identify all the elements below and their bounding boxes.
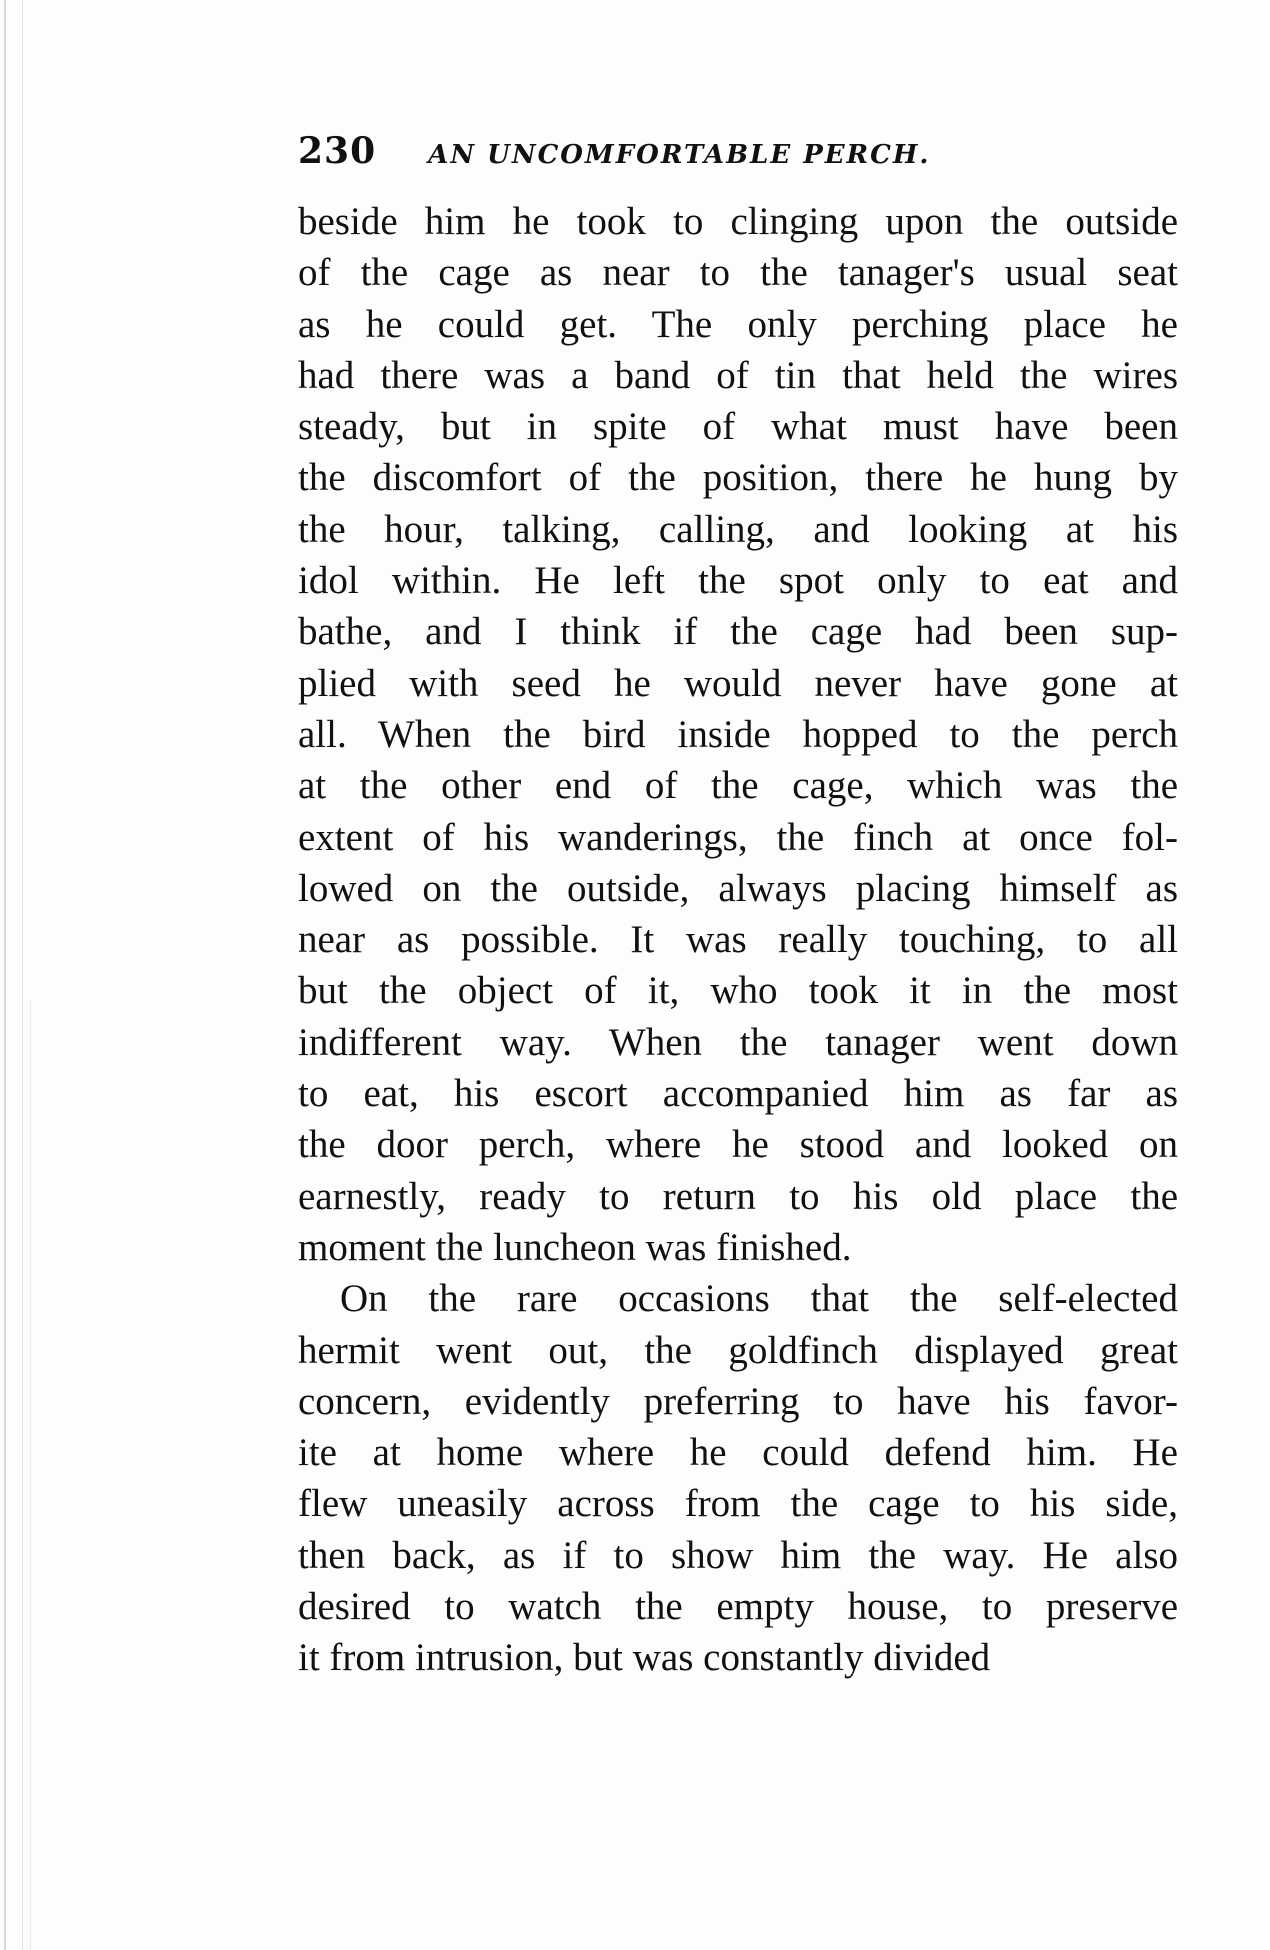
text-line: but the object of it, who took it in the most [298,969,1178,1013]
text-line: the hour, talking, calling, and looking at his [298,507,1178,551]
text-line: the door perch, where he stood and looked on [298,1123,1178,1167]
text-line: all. When the bird inside hopped to the perch [298,712,1178,756]
text-line: near as possible. It was really touching, to all [298,918,1178,962]
text-line: of the cage as near to the tanager's usual seat [298,251,1178,295]
gutter-shadow [22,0,23,1950]
paragraph [298,1273,1178,1683]
text-line: ite at home where he could defend him. He [298,1431,1178,1475]
text-line: beside him he took to clinging upon the outside [298,200,1178,243]
body-text [298,196,1178,1684]
text-line: idol within. He left the spot only to eat and [298,559,1178,603]
text-line: lowed on the outside, always placing himself as [298,866,1178,910]
text-line: the discomfort of the position, there he hung by [298,456,1178,500]
running-title: AN UNCOMFORTABLE PERCH. [428,140,931,170]
text-line: desired to watch the empty house, to preserve [298,1585,1178,1629]
text-line: then back, as if to show him the way. He also [298,1533,1178,1577]
text-line: bathe, and I think if the cage had been sup- [298,610,1178,654]
text-line: steady, but in spite of what must have been [298,405,1178,449]
text-line: earnestly, ready to return to his old place the [298,1174,1178,1218]
text-line: had there was a band of tin that held the wires [298,353,1178,397]
text-line: hermit went out, the goldfinch displayed great [298,1328,1178,1372]
page-number: 230 [298,130,377,172]
gutter-shadow [4,0,6,1950]
text-line: it from intrusion, but was constantly divided [298,1636,991,1680]
text-line: as he could get. The only perching place he [298,302,1178,346]
paragraph [298,196,1178,1273]
running-header [298,130,1178,180]
text-line: flew uneasily across from the cage to his side, [298,1482,1178,1526]
text-line: extent of his wanderings, the finch at once fol- [298,815,1178,859]
text-line: indifferent way. When the tanager went down [298,1020,1178,1064]
gutter-shadow [30,1000,31,1950]
text-line: to eat, his escort accompanied him as far as [298,1072,1178,1116]
text-line: moment the luncheon was finished. [298,1225,852,1269]
text-line: On the rare occasions that the self-elected [340,1277,1178,1321]
text-line: plied with seed he would never have gone at [298,661,1178,705]
text-line: at the other end of the cage, which was the [298,764,1178,808]
text-line: concern, evidently preferring to have his favor- [298,1379,1178,1423]
